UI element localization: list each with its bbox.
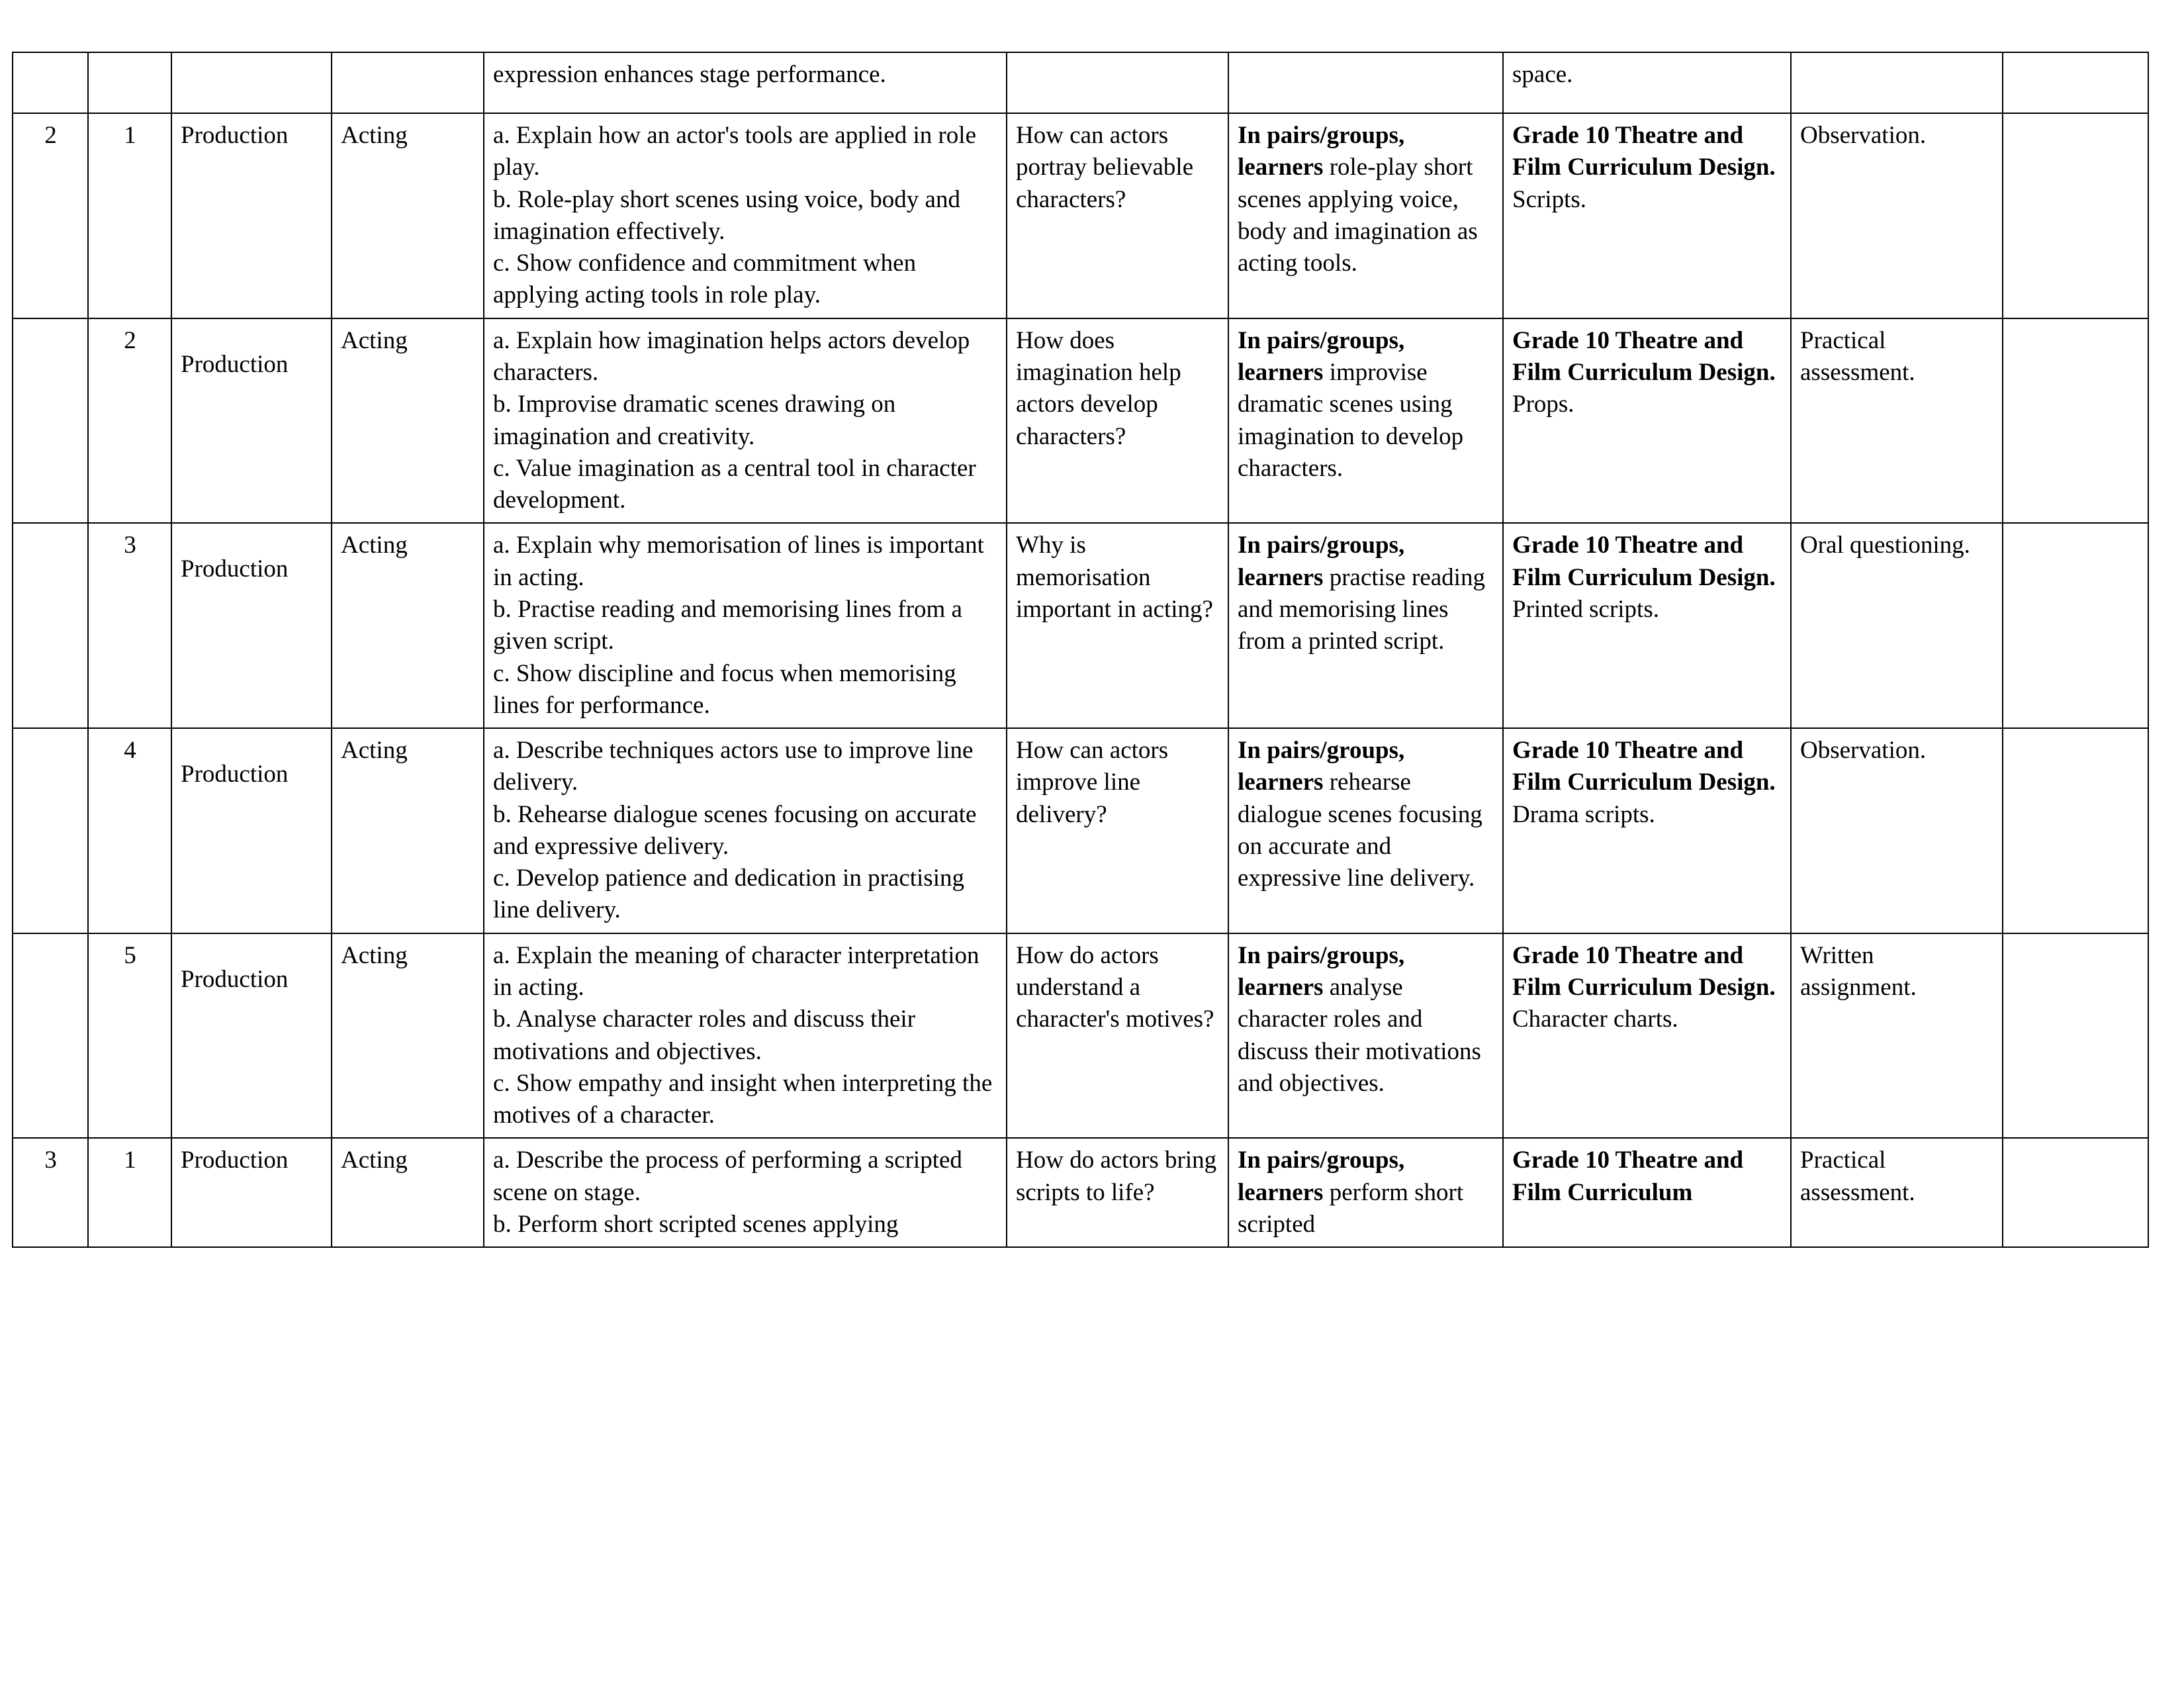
topic-label: Production <box>181 555 289 583</box>
cell-reflection <box>2003 1138 2148 1247</box>
cell-lesson: 5 <box>88 933 171 1139</box>
resource-title: Grade 10 Theatre and Film Curriculum Design. <box>1512 326 1776 386</box>
topic-label: Production <box>181 350 289 378</box>
cell-lesson <box>88 52 171 113</box>
experience-body: practise reading and memorising lines from a printed script. <box>1238 563 1485 655</box>
table-row <box>13 1138 2148 1247</box>
cell-topic: Production <box>171 1138 332 1247</box>
cell-strand <box>13 728 88 933</box>
experience-lead: In pairs/groups, learners <box>1238 1147 1405 1206</box>
cell-experience <box>1228 728 1503 933</box>
resource-extra: Character charts. <box>1512 1006 1678 1033</box>
resource-title: Grade 10 Theatre and Film Curriculum Design. <box>1512 532 1776 591</box>
resource-extra: Scripts. <box>1512 185 1587 213</box>
resource-title: Grade 10 Theatre and Film Curriculum Design. <box>1512 737 1776 796</box>
experience-body: analyse character roles and discuss their motivations and objectives. <box>1238 974 1481 1097</box>
resource-extra: Drama scripts. <box>1512 800 1655 828</box>
cell-experience <box>1228 318 1503 524</box>
topic-label: Production <box>181 761 289 788</box>
cell-reflection <box>2003 933 2148 1139</box>
cell-assessment: Practical assessment. <box>1791 318 2003 524</box>
cell-subtopic: Acting <box>332 933 484 1139</box>
outcome-c: c. Show confidence and commitment when applying acting tools in role play. <box>493 250 917 309</box>
experience-lead: In pairs/groups, learners <box>1238 326 1405 386</box>
cell-experience <box>1228 1138 1503 1247</box>
table-row <box>13 318 2148 524</box>
cell-strand: 3 <box>13 1138 88 1247</box>
cell-strand: 2 <box>13 113 88 318</box>
cell-subtopic: Acting <box>332 523 484 728</box>
cell-outcomes <box>484 523 1007 728</box>
experience-body: rehearse dialogue scenes focusing on accurate and expressive line delivery. <box>1238 769 1482 892</box>
table-body <box>13 52 2148 1247</box>
cell-experience <box>1228 523 1503 728</box>
outcome-b: b. Practise reading and memorising lines from a given script. <box>493 595 962 655</box>
table-row <box>13 728 2148 933</box>
cell-reflection <box>2003 52 2148 113</box>
cell-question: Why is memorisation important in acting? <box>1007 523 1228 728</box>
cell-topic <box>171 933 332 1139</box>
cell-lesson: 1 <box>88 113 171 318</box>
experience-lead: In pairs/groups, learners <box>1238 532 1405 591</box>
cell-outcomes <box>484 1138 1007 1247</box>
cell-experience <box>1228 52 1503 113</box>
cell-strand <box>13 933 88 1139</box>
cell-topic <box>171 52 332 113</box>
cell-lesson: 1 <box>88 1138 171 1247</box>
cell-lesson: 3 <box>88 523 171 728</box>
cell-topic <box>171 318 332 524</box>
cell-lesson: 2 <box>88 318 171 524</box>
cell-experience <box>1228 933 1503 1139</box>
table-row-continuation <box>13 52 2148 113</box>
cell-resources <box>1503 113 1791 318</box>
cell-subtopic: Acting <box>332 113 484 318</box>
cell-outcomes <box>484 933 1007 1139</box>
cell-resources-continued: space. <box>1503 52 1791 113</box>
cell-assessment: Oral questioning. <box>1791 523 2003 728</box>
cell-resources <box>1503 318 1791 524</box>
experience-body: perform short scripted <box>1238 1178 1464 1238</box>
table-row <box>13 933 2148 1139</box>
cell-lesson: 4 <box>88 728 171 933</box>
cell-subtopic: Acting <box>332 318 484 524</box>
outcome-b: b. Improvise dramatic scenes drawing on imagination and creativity. <box>493 391 896 450</box>
cell-experience <box>1228 113 1503 318</box>
outcome-b: b. Role-play short scenes using voice, body and imagination effectively. <box>493 185 960 245</box>
outcome-a: a. Explain how imagination helps actors develop characters. <box>493 326 970 386</box>
cell-assessment: Written assignment. <box>1791 933 2003 1139</box>
cell-resources <box>1503 1138 1791 1247</box>
outcome-c: c. Value imagination as a central tool in character development. <box>493 454 976 514</box>
cell-question: How do actors understand a character's motives? <box>1007 933 1228 1139</box>
cell-resources <box>1503 728 1791 933</box>
cell-question <box>1007 52 1228 113</box>
cell-strand <box>13 52 88 113</box>
experience-body: improvise dramatic scenes using imagination to develop characters. <box>1238 358 1464 482</box>
cell-outcomes <box>484 318 1007 524</box>
topic-label: Production <box>181 965 289 993</box>
resource-title: Grade 10 Theatre and Film Curriculum <box>1512 1147 1744 1206</box>
cell-question: How can actors portray believable characters? <box>1007 113 1228 318</box>
scheme-of-work-table <box>12 52 2149 1248</box>
cell-topic: Production <box>171 113 332 318</box>
experience-lead: In pairs/groups, learners <box>1238 737 1405 796</box>
outcome-b: b. Rehearse dialogue scenes focusing on accurate and expressive delivery. <box>493 800 977 860</box>
cell-question: How do actors bring scripts to life? <box>1007 1138 1228 1247</box>
cell-resources <box>1503 523 1791 728</box>
cell-reflection <box>2003 113 2148 318</box>
cell-outcomes <box>484 728 1007 933</box>
outcome-c: c. Develop patience and dedication in practising line delivery. <box>493 865 964 924</box>
cell-question: How can actors improve line delivery? <box>1007 728 1228 933</box>
cell-outcomes-continued: expression enhances stage performance. <box>484 52 1007 113</box>
cell-question: How does imagination help actors develop characters? <box>1007 318 1228 524</box>
outcome-a: a. Explain the meaning of character interpretation in acting. <box>493 941 979 1002</box>
outcome-a: a. Explain why memorisation of lines is important in acting. <box>493 532 984 591</box>
cell-outcomes <box>484 113 1007 318</box>
experience-body: role-play short scenes applying voice, body and imagination as acting tools. <box>1238 154 1478 277</box>
cell-assessment: Practical assessment. <box>1791 1138 2003 1247</box>
resource-title: Grade 10 Theatre and Film Curriculum Design. <box>1512 941 1776 1002</box>
outcome-b: b. Perform short scripted scenes applying <box>493 1211 899 1238</box>
cell-assessment: Observation. <box>1791 728 2003 933</box>
cell-reflection <box>2003 523 2148 728</box>
outcome-b: b. Analyse character roles and discuss their motivations and objectives. <box>493 1006 916 1065</box>
resource-title: Grade 10 Theatre and Film Curriculum Design. <box>1512 122 1776 181</box>
cell-strand <box>13 523 88 728</box>
cell-topic <box>171 523 332 728</box>
outcome-c: c. Show empathy and insight when interpreting the motives of a character. <box>493 1069 993 1129</box>
outcome-c: c. Show discipline and focus when memorising lines for performance. <box>493 659 956 719</box>
cell-subtopic: Acting <box>332 728 484 933</box>
cell-reflection <box>2003 728 2148 933</box>
resource-extra: Printed scripts. <box>1512 595 1659 623</box>
cell-reflection <box>2003 318 2148 524</box>
cell-resources <box>1503 933 1791 1139</box>
resource-extra: Props. <box>1512 391 1574 418</box>
cell-assessment <box>1791 52 2003 113</box>
outcome-a: a. Describe the process of performing a scripted scene on stage. <box>493 1147 962 1206</box>
cell-subtopic: Acting <box>332 1138 484 1247</box>
cell-topic <box>171 728 332 933</box>
experience-lead: In pairs/groups, learners <box>1238 122 1405 181</box>
table-row <box>13 523 2148 728</box>
experience-lead: In pairs/groups, learners <box>1238 941 1405 1002</box>
outcome-a: a. Explain how an actor's tools are applied in role play. <box>493 122 976 181</box>
outcome-a: a. Describe techniques actors use to improve line delivery. <box>493 737 974 796</box>
cell-strand <box>13 318 88 524</box>
cell-assessment: Observation. <box>1791 113 2003 318</box>
table-row <box>13 113 2148 318</box>
cell-subtopic <box>332 52 484 113</box>
